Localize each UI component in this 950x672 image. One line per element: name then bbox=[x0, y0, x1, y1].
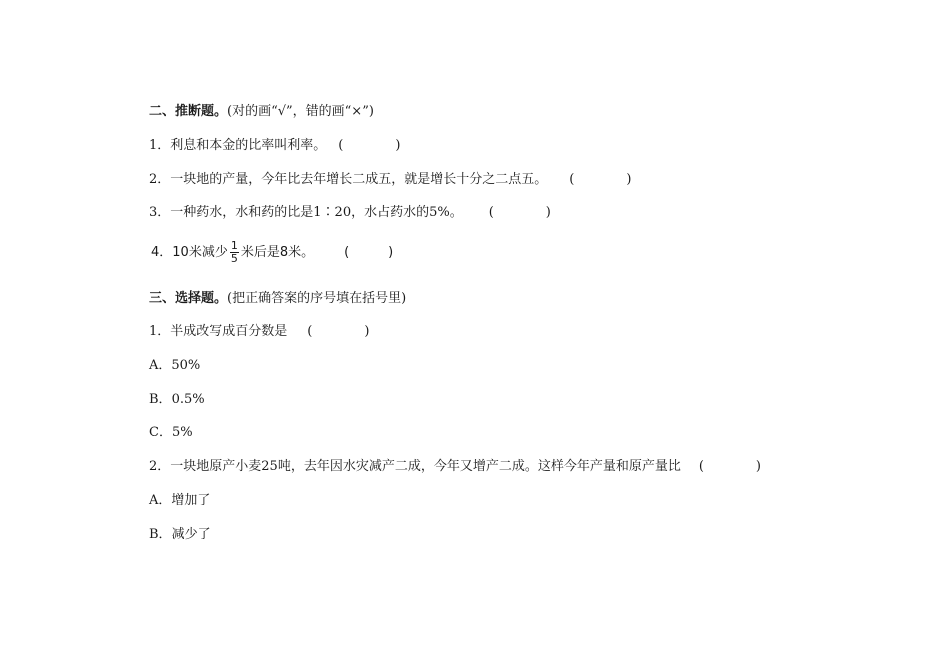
judge-item-2 bbox=[149, 172, 631, 188]
section-2-heading bbox=[149, 104, 374, 120]
item-text: 利息和本金的比率叫利率。 bbox=[170, 138, 327, 153]
judge-item-4 bbox=[151, 240, 393, 265]
fraction-denominator: 5 bbox=[230, 252, 238, 265]
item-number: 3． bbox=[149, 205, 171, 220]
option-label: A． bbox=[149, 358, 172, 373]
item-number: 4． bbox=[151, 245, 173, 260]
option-label: C． bbox=[149, 425, 172, 440]
fraction-numerator: 1 bbox=[230, 239, 238, 252]
answer-blank[interactable]: ( ) bbox=[698, 459, 761, 474]
item-number: 1． bbox=[149, 138, 171, 153]
item-text-after: 米后是8米。 bbox=[240, 245, 315, 260]
question-text: 一块地原产小麦25吨，去年因水灾减产二成，今年又增产二成。这样今年产量和原产量比 bbox=[170, 459, 681, 474]
answer-blank[interactable]: ( ) bbox=[344, 245, 394, 260]
item-text: 一块地的产量，今年比去年增长二成五，就是增长十分之二点五。 bbox=[170, 172, 548, 187]
option-text: 减少了 bbox=[171, 527, 211, 542]
option-text: 0.5% bbox=[171, 392, 205, 407]
q2-option-b[interactable] bbox=[149, 527, 211, 543]
q1-option-c[interactable] bbox=[149, 425, 193, 441]
option-label: B． bbox=[149, 527, 172, 542]
judge-item-1 bbox=[149, 138, 400, 154]
answer-blank[interactable]: ( ) bbox=[307, 324, 370, 339]
item-number: 2． bbox=[149, 172, 171, 187]
option-label: B． bbox=[149, 392, 172, 407]
question-number: 2． bbox=[149, 459, 171, 474]
option-label: A． bbox=[149, 493, 172, 508]
option-text: 增加了 bbox=[171, 493, 211, 508]
answer-blank[interactable]: ( ) bbox=[569, 172, 632, 187]
answer-blank[interactable]: ( ) bbox=[338, 138, 401, 153]
q2-option-a[interactable] bbox=[149, 493, 210, 509]
section-3-note: (把正确答案的序号填在括号里) bbox=[227, 291, 407, 306]
answer-blank[interactable]: ( ) bbox=[488, 205, 551, 220]
section-3-title: 三、选择题。 bbox=[149, 291, 228, 306]
option-text: 5% bbox=[171, 425, 193, 440]
fraction bbox=[230, 240, 239, 265]
item-text: 一种药水，水和药的比是1∶20，水占药水的5%。 bbox=[170, 205, 463, 220]
item-text-before: 10米减少 bbox=[172, 245, 228, 260]
choice-question-1 bbox=[149, 324, 369, 340]
q1-option-b[interactable] bbox=[149, 392, 205, 408]
q1-option-a[interactable] bbox=[149, 358, 200, 374]
section-3-heading bbox=[149, 291, 406, 307]
option-text: 50% bbox=[171, 358, 201, 373]
choice-question-2 bbox=[149, 459, 761, 475]
judge-item-3 bbox=[149, 205, 551, 221]
question-text: 半成改写成百分数是 bbox=[170, 324, 288, 339]
question-number: 1． bbox=[149, 324, 171, 339]
section-2-title: 二、推断题。 bbox=[149, 104, 228, 119]
section-2-note: (对的画“√”，错的画“×”) bbox=[227, 104, 374, 119]
